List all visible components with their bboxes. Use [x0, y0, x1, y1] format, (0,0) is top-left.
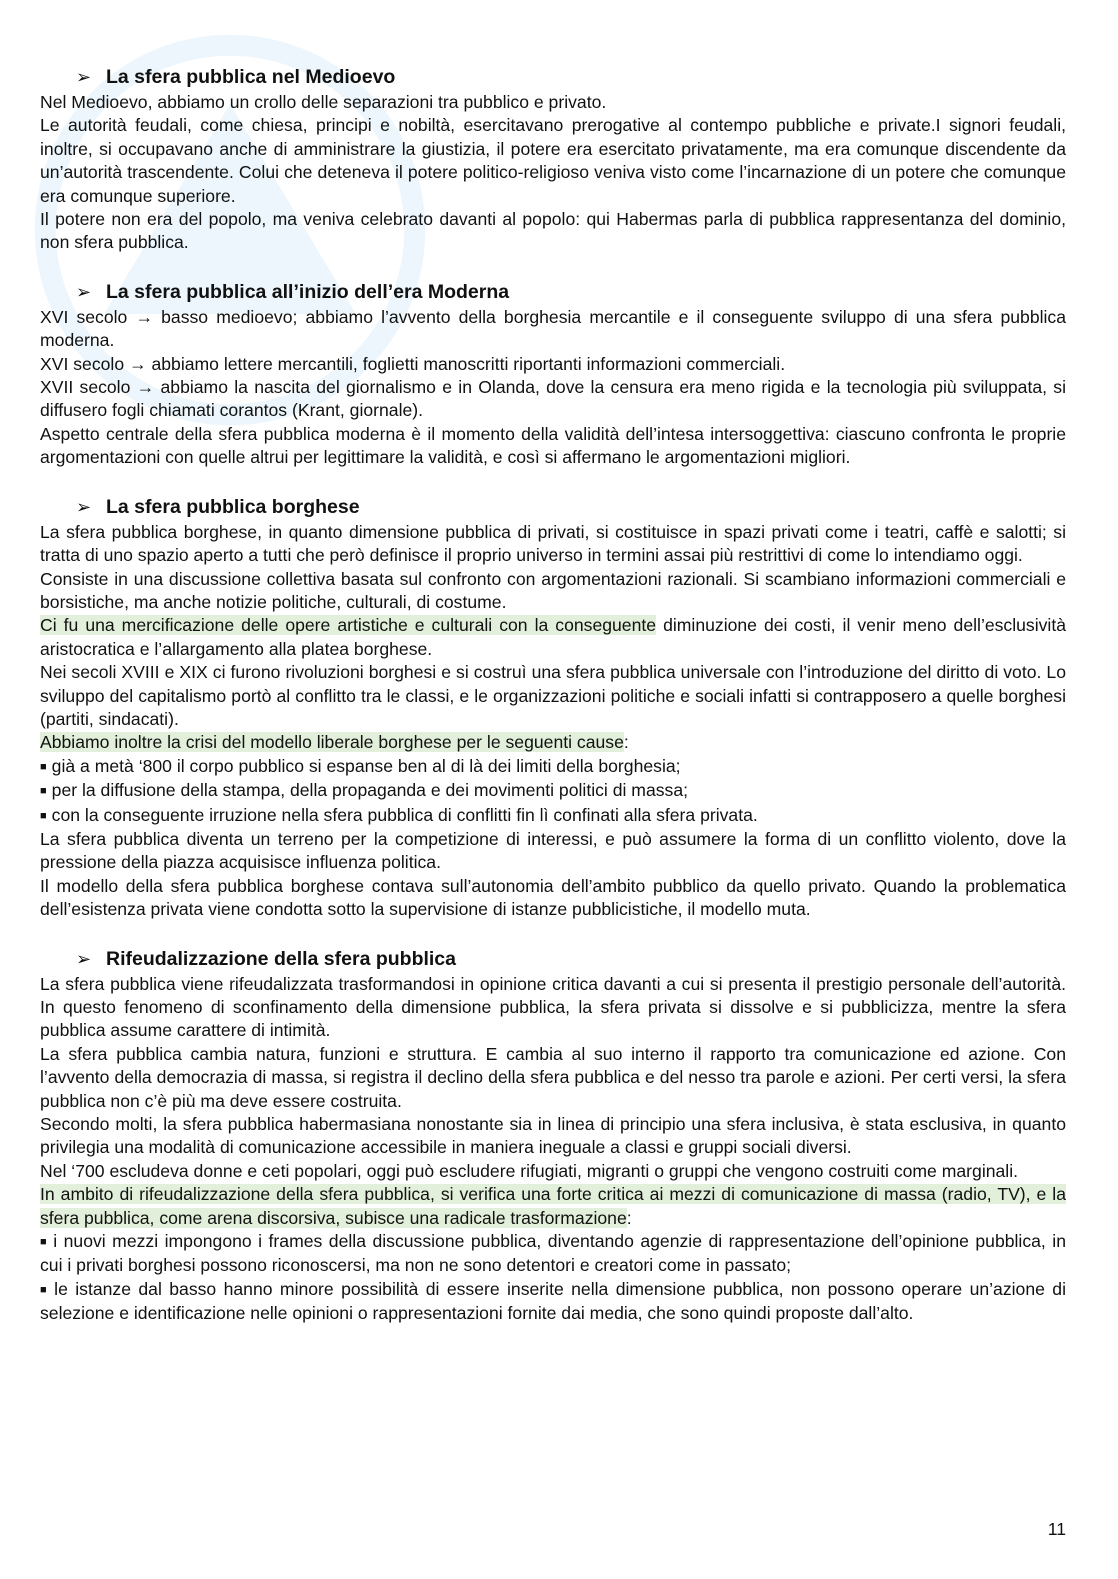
- paragraph: XVI secolo → abbiamo lettere mercantili, foglietti manoscritti riportanti informazioni commerciali.: [40, 353, 786, 374]
- paragraph: La sfera pubblica cambia natura, funzioni e struttura. E cambia al suo interno il rapporto tra comunicazione ed azione. Con l’avvento della democrazia di massa, si registra il declino della sfera pubblica e del nesso tra parole e azioni. Per certi versi, la sfera pubblica non c’è più ma deve essere costruita.: [40, 1043, 1066, 1111]
- paragraph: In ambito di rifeudalizzazione della sfera pubblica, si verifica una forte critica ai mezzi di comunicazione di massa (radio, TV), e la sfera pubblica, come arena discorsiva, subisce una radicale trasformazione:: [40, 1184, 1066, 1228]
- square-bullet-icon: ■: [40, 1236, 49, 1249]
- section-heading: ➢ Rifeudalizzazione della sfera pubblica: [40, 946, 1066, 973]
- paragraph: Abbiamo inoltre la crisi del modello liberale borghese per le seguenti cause:: [40, 732, 629, 753]
- paragraph: Aspetto centrale della sfera pubblica moderna è il momento della validità dell’intesa intersoggettiva: ciascuno confronta le proprie argomentazioni con quelle altrui per legittimare la validità, e così si affermano le argomentazioni migliori.: [40, 423, 1066, 468]
- paragraph: Il potere non era del popolo, ma veniva celebrato davanti al popolo: qui Habermas parla di pubblica rappresentanza del dominio, non sfera pubblica.: [40, 209, 1066, 253]
- section-borghese: [40, 494, 1066, 922]
- arrow-bullet-icon: ➢: [76, 948, 92, 969]
- bullet-item: ■ già a metà ‘800 il corpo pubblico si espanse ben al di là dei limiti della borghesia;: [40, 755, 681, 776]
- paragraph: Ci fu una mercificazione delle opere artistiche e culturali con la conseguente diminuzione dei costi, il venir meno dell’esclusività aristocratica e l’allargamento alla platea borghese.: [40, 615, 1067, 659]
- section-era-moderna: [40, 279, 1066, 470]
- paragraph: La sfera pubblica diventa un terreno per la competizione di interessi, e può assumere la forma di un conflitto violento, dove la pressione della piazza acquisisce influenza politica.: [40, 828, 1066, 873]
- paragraph: XVII secolo → abbiamo la nascita del giornalismo e in Olanda, dove la censura era meno rigida e la tecnologia più sviluppata, si diffusero fogli chiamati corantos (Krant, giornale).: [40, 377, 1066, 421]
- paragraph: Nel ‘700 escludeva donne e ceti popolari, oggi può escludere rifugiati, migranti o gruppi che vengono costruiti come marginali.: [40, 1160, 1018, 1181]
- arrow-bullet-icon: ➢: [76, 281, 92, 302]
- paragraph: La sfera pubblica borghese, in quanto dimensione pubblica di privati, si costituisce in spazi privati come i teatri, caffè e salotti; si tratta di uno spazio aperto a tutti che però definisce il proprio universo in termini assai più restrittivi di come lo intendiamo oggi.: [40, 521, 1066, 566]
- paragraph: Secondo molti, la sfera pubblica habermasiana nonostante sia in linea di principio una sfera inclusiva, è stata esclusiva, in quanto privilegia una modalità di comunicazione accessibile in maniera ineguale a classi e gruppi sociali diversi.: [40, 1114, 1066, 1158]
- arrow-bullet-icon: ➢: [76, 496, 92, 517]
- bullet-item: ■ le istanze dal basso hanno minore possibilità di essere inserite nella dimensione pubblica, non possono operare un’azione di selezione e identificazione nelle opinioni o rappresentazioni fornite dai media, che sono quindi proposte dall’alto.: [40, 1278, 1066, 1324]
- paragraph: Consiste in una discussione collettiva basata sul confronto con argomentazioni razionali. Si scambiano informazioni commerciali e borsistiche, ma anche notizie politiche, culturali, di costume.: [40, 568, 1066, 612]
- paragraph: La sfera pubblica viene rifeudalizzata trasformandosi in opinione critica davanti a cui si presenta il prestigio personale dell’autorità. In questo fenomeno di sconfinamento della dimensione pubblica, la sfera privata si dissolve e si pubblicizza, mentre la sfera pubblica assume carattere di intimità.: [40, 973, 1066, 1041]
- highlighted-text: Abbiamo inoltre la crisi del modello liberale borghese per le seguenti cause: [40, 732, 624, 753]
- arrow-bullet-icon: ➢: [76, 67, 92, 87]
- section-heading: ➢ La sfera pubblica all’inizio dell’era Moderna: [40, 279, 1066, 306]
- paragraph: Le autorità feudali, come chiesa, principi e nobiltà, esercitavano prerogative al contempo pubbliche e private.I signori feudali, inoltre, si occupavano anche di amministrare la giustizia, il potere era esercitato privatamente, ma era comunque discendente da un’autorità trascendente. Colui che deteneva il potere politico-religioso veniva visto come l’incarnazione di un potere che comunque era comunque superiore.: [40, 115, 1066, 206]
- square-bullet-icon: ■: [40, 1283, 50, 1296]
- bullet-item: ■ per la diffusione della stampa, della propaganda e dei movimenti politici di massa;: [40, 780, 689, 801]
- highlighted-text: In ambito di rifeudalizzazione della sfera pubblica, si verifica una forte critica ai mezzi di comunicazione di massa (radio, TV), e la sfera pubblica, come arena discorsiva, subisce una radicale trasformazione: [40, 1184, 1066, 1228]
- bullet-item: ■ i nuovi mezzi impongono i frames della discussione pubblica, diventando agenzie di rappresentazione dell’opinione pubblica, in cui i privati borghesi possono riconoscersi, ma non ne sono detentori e creatori come in passato;: [40, 1231, 1066, 1276]
- section-heading: ➢ La sfera pubblica nel Medioevo: [40, 64, 1066, 91]
- section-medioevo: [40, 64, 1066, 255]
- square-bullet-icon: ■: [40, 809, 47, 822]
- highlighted-text: Ci fu una mercificazione delle opere artistiche e culturali con la conseguente: [40, 615, 657, 636]
- section-heading: ➢ La sfera pubblica borghese: [40, 494, 1066, 521]
- paragraph: Il modello della sfera pubblica borghese contava sull’autonomia dell’ambito pubblico da quello privato. Quando la problematica dell’esistenza privata viene condotta sotto la supervisione di istanze pubblicistiche, il modello muta.: [40, 875, 1066, 920]
- page-number: 11: [1047, 1519, 1066, 1539]
- paragraph: Nel Medioevo, abbiamo un crollo delle separazioni tra pubblico e privato.: [40, 92, 607, 112]
- document-body: [40, 64, 1066, 1350]
- paragraph: Nei secoli XVIII e XIX ci furono rivoluzioni borghesi e si costruì una sfera pubblica universale con l’introduzione del diritto di voto. Lo sviluppo del capitalismo portò al conflitto tra le classi, e le organizzazioni politiche e sociali infatti si contrapposero a quelle borghesi (partiti, sindacati).: [40, 662, 1066, 729]
- bullet-item: ■ con la conseguente irruzione nella sfera pubblica di conflitti fin lì confinati alla sfera privata.: [40, 804, 758, 825]
- square-bullet-icon: ■: [40, 785, 47, 798]
- paragraph: XVI secolo → basso medioevo; abbiamo l’avvento della borghesia mercantile e il conseguente sviluppo di una sfera pubblica moderna.: [40, 306, 1066, 351]
- square-bullet-icon: ■: [40, 760, 47, 773]
- section-rifeudalizzazione: [40, 946, 1066, 1326]
